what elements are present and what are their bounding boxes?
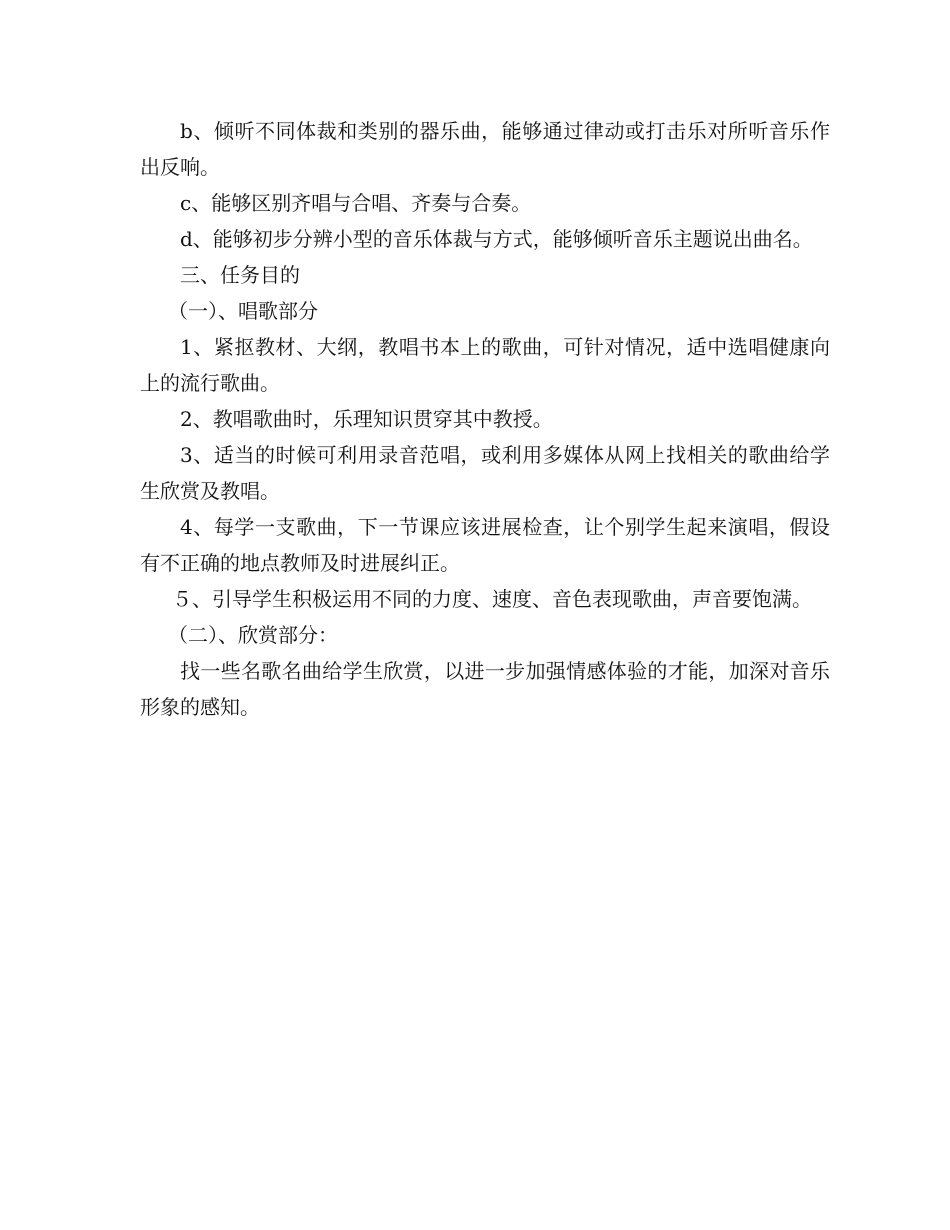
paragraph-item-2: 2、教唱歌曲时，乐理知识贯穿其中教授。	[180, 407, 553, 431]
section-heading-task-goals: 三、任务目的	[180, 263, 300, 287]
paragraph-item-3: 3、适当的时候可利用录音范唱，或利用多媒体从网上找相关的歌曲给学生欣赏及教唱。	[140, 443, 830, 503]
paragraph-c-distinguish: c、能够区别齐唱与合唱、齐奏与合奏。	[180, 191, 532, 215]
paragraph-d-identify: d、能够初步分辨小型的音乐体裁与方式，能够倾听音乐主题说出曲名。	[180, 227, 813, 251]
paragraph-item-1: 1、紧抠教材、大纲，教唱书本上的歌曲，可针对情况，适中选唱健康向上的流行歌曲。	[140, 335, 830, 395]
paragraph-appreciation: 找一些名歌名曲给学生欣赏，以进一步加强情感体验的才能，加深对音乐形象的感知。	[140, 659, 830, 719]
subsection-heading-singing: （一）、唱歌部分	[168, 299, 318, 323]
subsection-heading-appreciation: （二）、欣赏部分：	[168, 623, 338, 647]
paragraph-b-listening: b、倾听不同体裁和类别的器乐曲，能够通过律动或打击乐对所听音乐作出反响。	[140, 119, 830, 179]
document-body	[140, 113, 830, 725]
paragraph-item-4: 4、每学一支歌曲，下一节课应该进展检查，让个别学生起来演唱，假设有不正确的地点教师及时进展纠正。	[140, 515, 830, 575]
paragraph-item-5: ５、引导学生积极运用不同的力度、速度、音色表现歌曲，声音要饱满。	[172, 587, 812, 611]
